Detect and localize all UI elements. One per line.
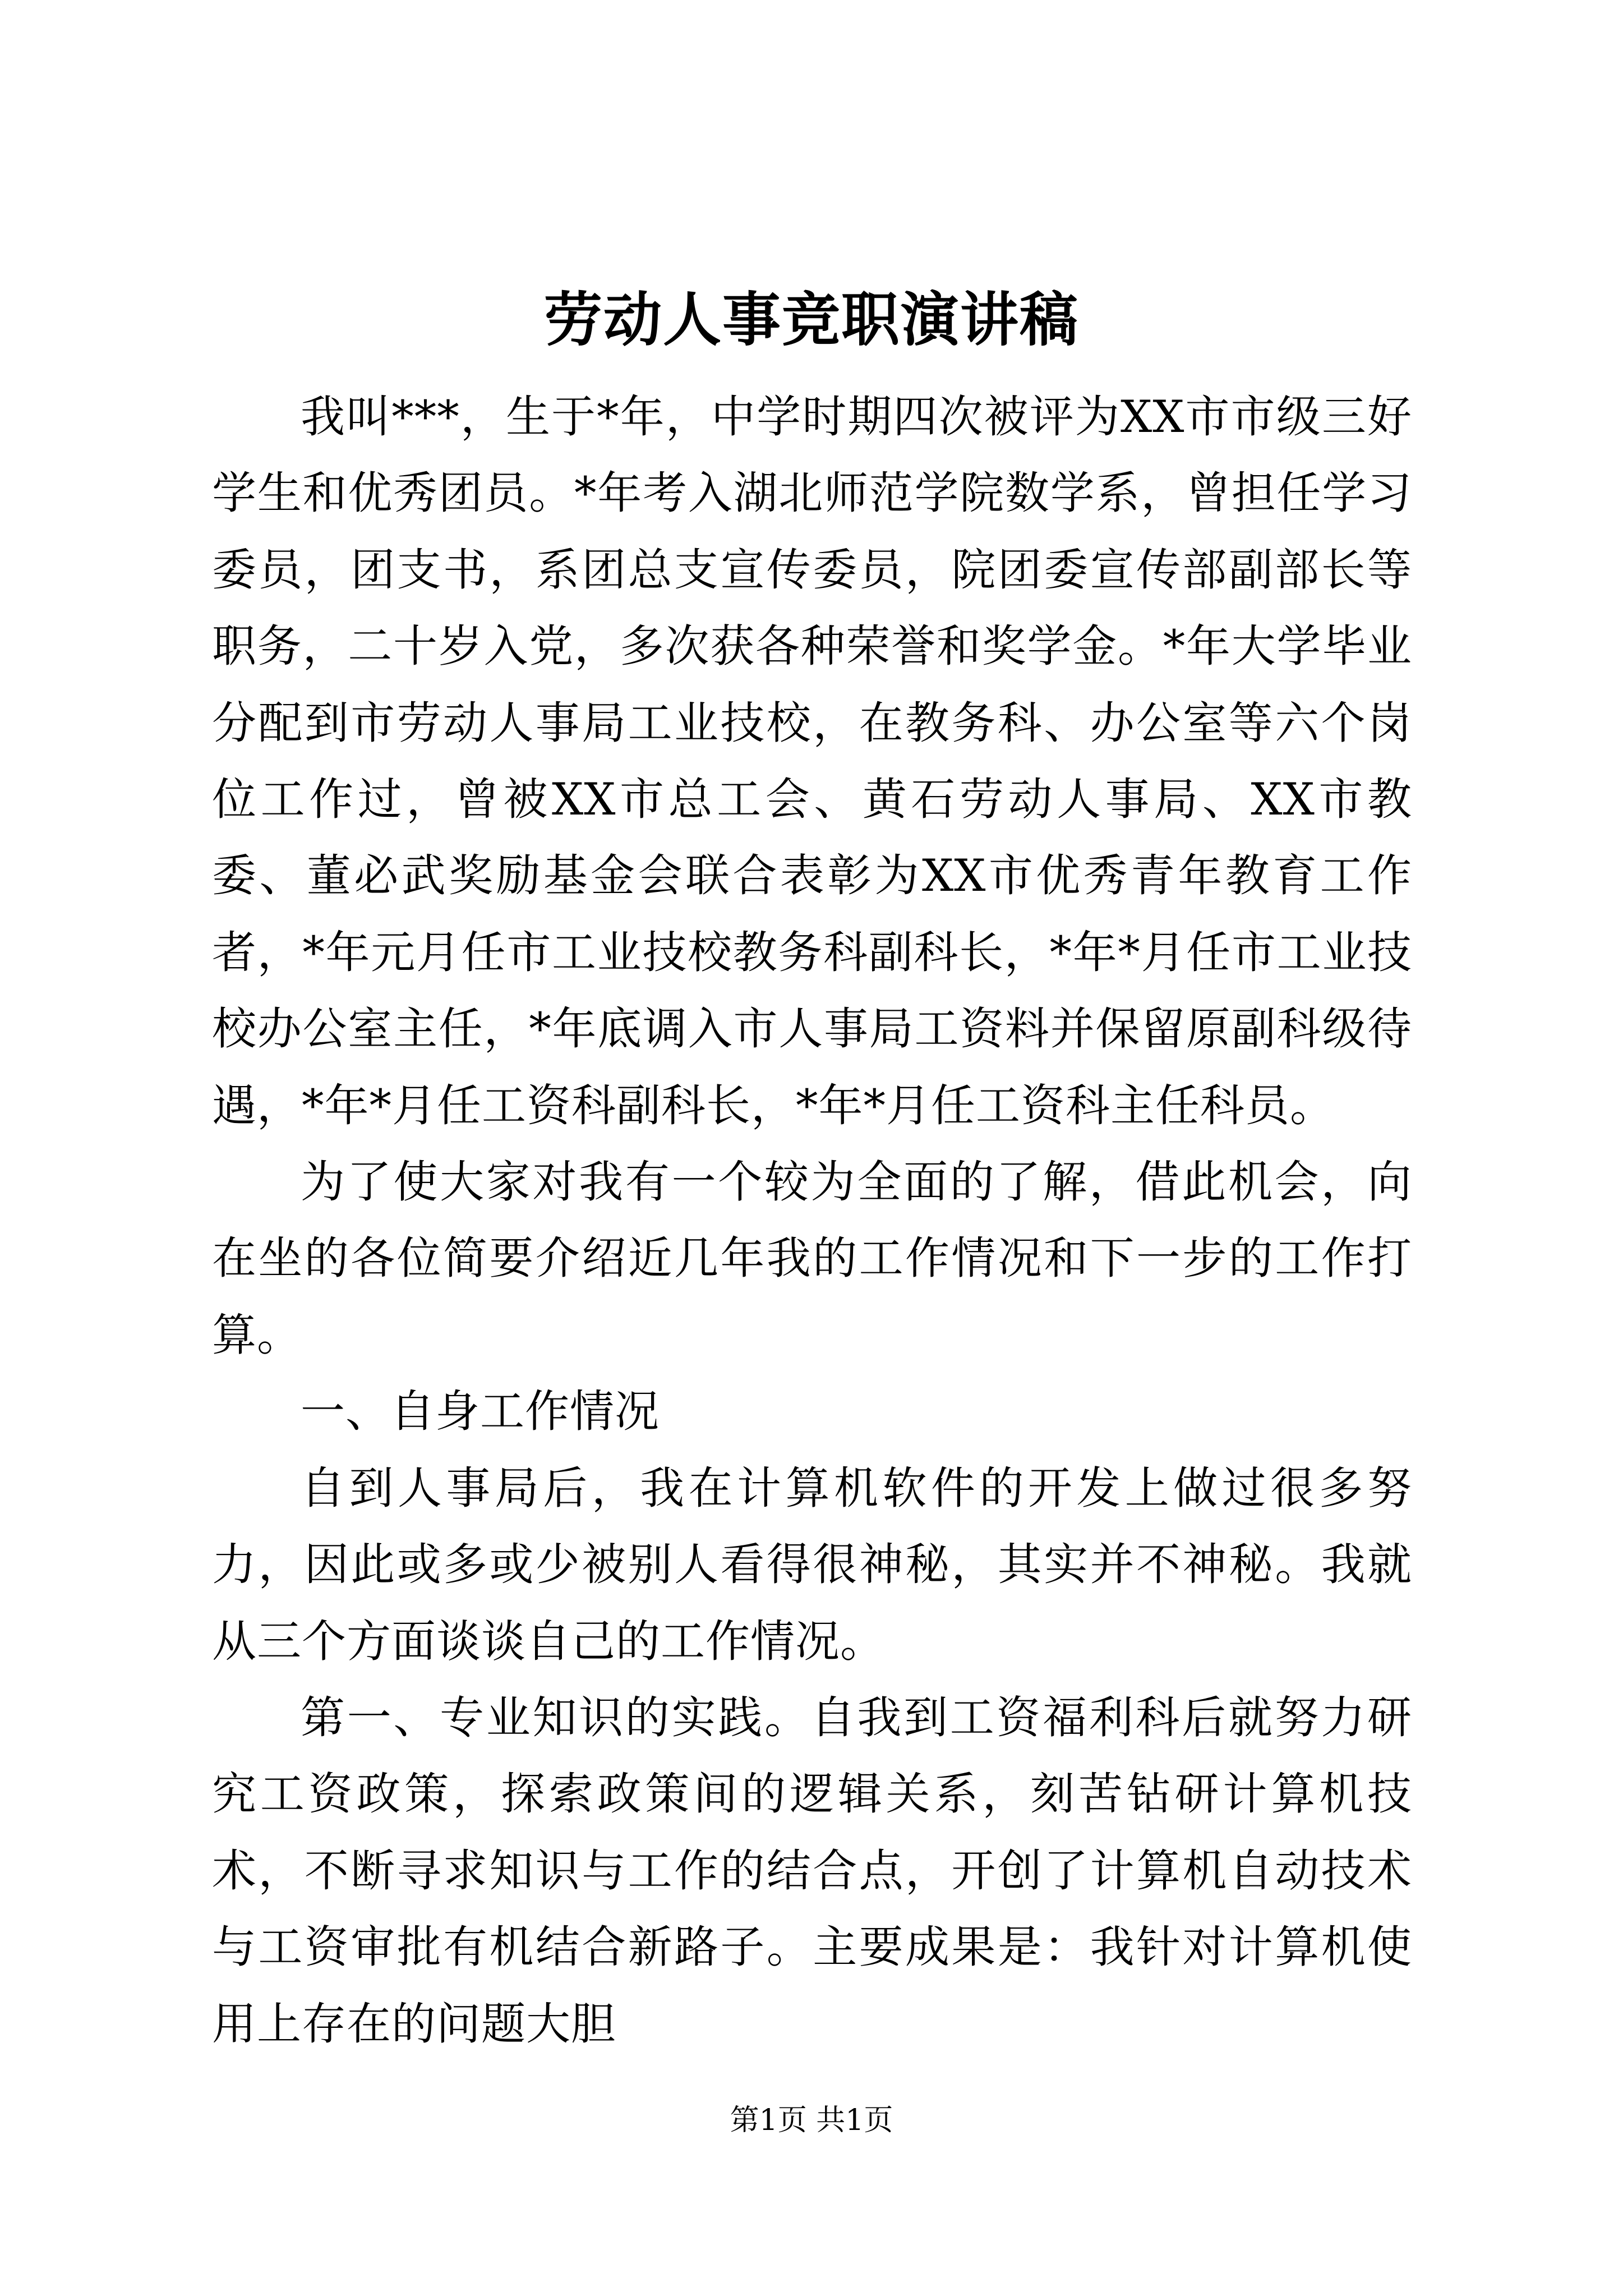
paragraph-work-overview: 自到人事局后，我在计算机软件的开发上做过很多努力，因此或多或少被别人看得很神秘，其实并不神秘。我就从三个方面谈谈自己的工作情况。 <box>212 1462 1412 1667</box>
page-footer: 第1页 共1页 <box>730 2104 893 2137</box>
paragraph-purpose: 为了使大家对我有一个较为全面的了解，借此机会，向在坐的各位简要介绍近几年我的工作情况和下一步的工作打算。 <box>212 1156 1412 1361</box>
document-body <box>212 379 1412 2062</box>
section-heading-work: 一、自身工作情况 <box>301 1386 660 1438</box>
paragraph-intro: 我叫***，生于*年，中学时期四次被评为XX市市级三好学生和优秀团员。*年考入湖北师范学院数学系，曾担任学习委员，团支书，系团总支宣传委员，院团委宣传部副部长等职务，二十岁入党，多次获各种荣誉和奖学金。*年大学毕业分配到市劳动人事局工业技校，在教务科、办公室等六个岗位工作过，曾被XX市总工会、黄石劳动人事局、XX市教委、董必武奖励基金会联合表彰为XX市优秀青年教育工作者，*年元月任市工业技校教务科副科长，*年*月任市工业技校办公室主任，*年底调入市人事局工资料并保留原副科级待遇，*年*月任工资科副科长，*年*月任工资科主任科员。 <box>212 391 1412 1131</box>
paragraph-first-point: 第一、专业知识的实践。自我到工资福利科后就努力研究工资政策，探索政策间的逻辑关系，刻苦钻研计算机技术，不断寻求知识与工作的结合点，开创了计算机自动技术与工资审批有机结合新路子。主要成果是：我针对计算机使用上存在的问题大胆 <box>212 1691 1412 2050</box>
document-title: 劳动人事竞职演讲稿 <box>543 285 1079 354</box>
